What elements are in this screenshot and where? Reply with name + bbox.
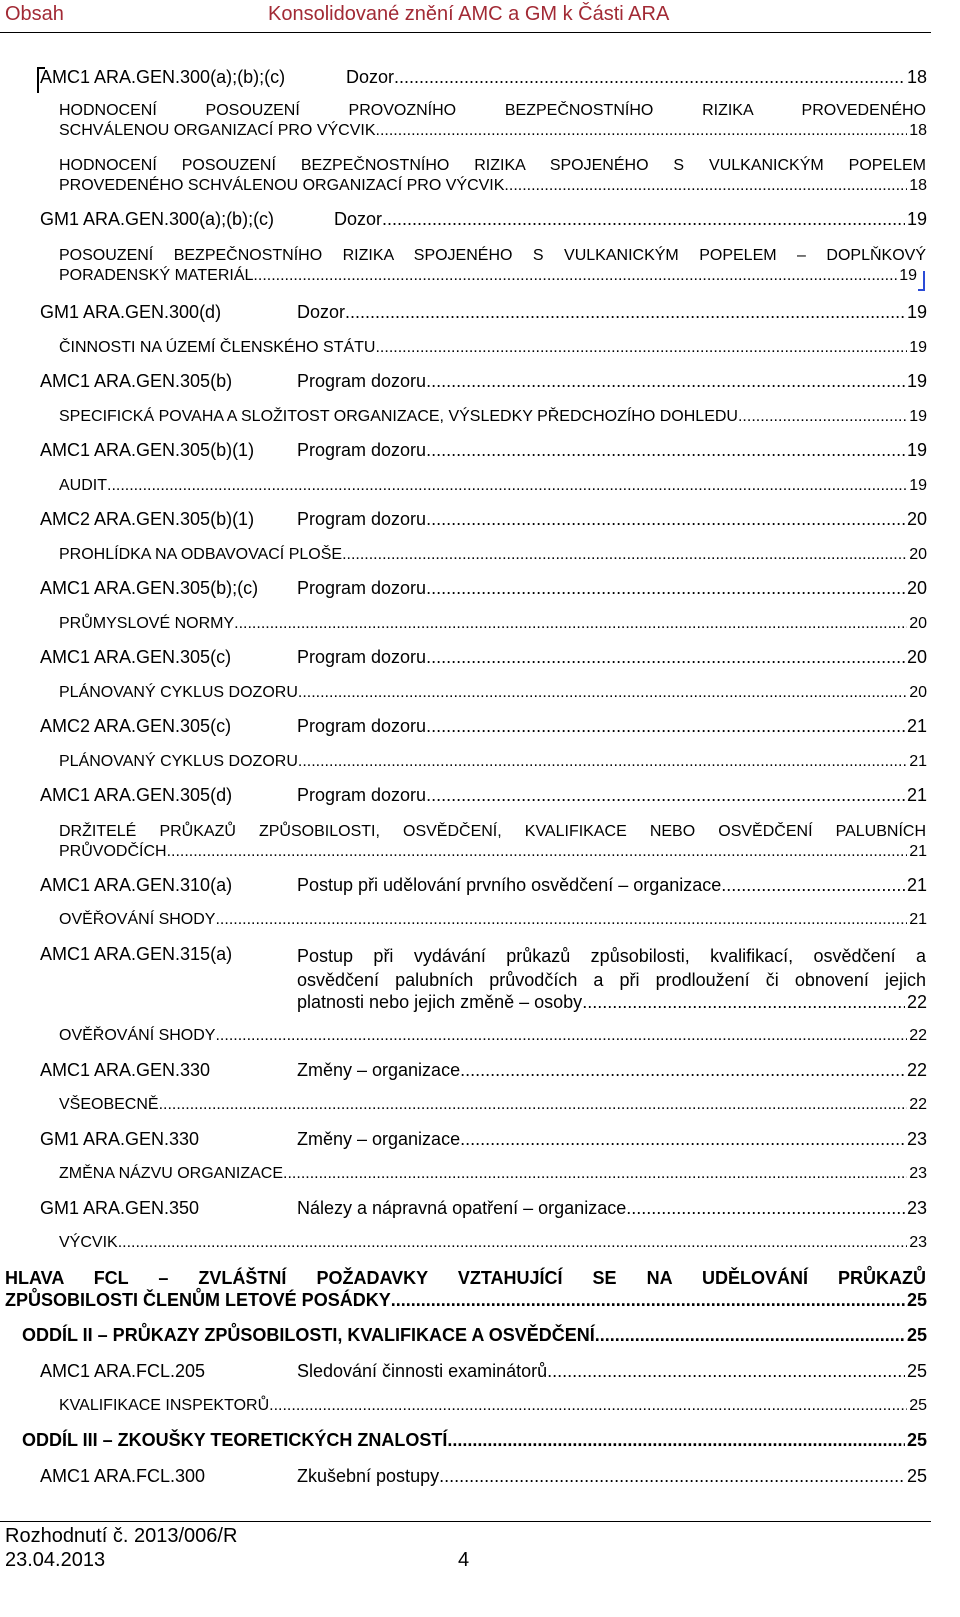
- toc-title: PROVEDENÉHO SCHVÁLENOU ORGANIZACÍ PRO VÝCVIK: [59, 177, 505, 194]
- toc-entry[interactable]: [59, 684, 927, 702]
- toc-leader: [426, 440, 905, 461]
- toc-title: Program dozoru: [297, 647, 427, 667]
- toc-entry[interactable]: [5, 1290, 927, 1311]
- toc-title: PLÁNOVANÝ CYKLUS DOZORU: [59, 753, 298, 770]
- toc-leader: [269, 1397, 907, 1415]
- toc-code: AMC1 ARA.GEN.305(b): [40, 371, 233, 391]
- toc-leader: [721, 875, 905, 896]
- toc-entry[interactable]: [40, 785, 927, 806]
- toc-leader: [504, 177, 907, 195]
- toc-page: 18: [909, 177, 927, 194]
- toc-title: Změny – organizace: [297, 1129, 461, 1149]
- toc-page: 19: [906, 209, 927, 229]
- toc-title: PROHLÍDKA NA ODBAVOVACÍ PLOŠE: [59, 546, 343, 563]
- toc-title: PRŮVODČÍCH: [59, 843, 167, 860]
- toc-entry-line1[interactable]: HODNOCENÍ POSOUZENÍ BEZPEČNOSTNÍHO RIZIKA SPOJENÉHO S VULKANICKÝM POPELEM: [59, 157, 926, 174]
- toc-code: AMC1 ARA.GEN.305(d): [40, 785, 233, 805]
- toc-entry[interactable]: [40, 647, 927, 668]
- footer-decision-number: Rozhodnutí č. 2013/006/R: [5, 1525, 238, 1547]
- toc-entry[interactable]: [59, 1397, 927, 1415]
- toc-title: ODDÍL III – ZKOUŠKY TEORETICKÝCH ZNALOSTÍ: [22, 1430, 448, 1450]
- toc-page: 25: [906, 1430, 927, 1450]
- toc-entry[interactable]: [40, 1361, 927, 1382]
- toc-leader: [447, 1430, 905, 1451]
- toc-page: 20: [906, 578, 927, 598]
- toc-entry[interactable]: [40, 1466, 927, 1487]
- toc-title: Program dozoru: [297, 509, 427, 529]
- toc-title: Dozor: [334, 209, 383, 229]
- toc-leader: [391, 1290, 905, 1311]
- toc-code: AMC1 ARA.GEN.310(a): [40, 875, 233, 895]
- toc-entry[interactable]: [59, 477, 927, 495]
- change-bracket-close: [918, 271, 925, 291]
- toc-entry[interactable]: [59, 615, 927, 633]
- toc-page: 23: [906, 1129, 927, 1149]
- toc-title: PLÁNOVANÝ CYKLUS DOZORU: [59, 684, 298, 701]
- toc-title: AUDIT: [59, 477, 107, 494]
- toc-leader: [426, 578, 905, 599]
- toc-leader: [234, 615, 907, 633]
- toc-title: OVĚŘOVÁNÍ SHODY: [59, 911, 216, 928]
- toc-title: Program dozoru: [297, 371, 427, 391]
- toc-title: ČINNOSTI NA ÚZEMÍ ČLENSKÉHO STÁTU: [59, 339, 376, 356]
- toc-title: SCHVÁLENOU ORGANIZACÍ PRO VÝCVIK: [59, 122, 376, 139]
- toc-entry[interactable]: [40, 716, 927, 737]
- toc-leader: [345, 302, 905, 323]
- toc-code: GM1 ARA.GEN.300(a);(b);(c): [40, 209, 275, 229]
- toc-title: Změny – organizace: [297, 1060, 461, 1080]
- toc-leader: [215, 1027, 907, 1045]
- toc-title: ZPŮSOBILOSTI ČLENŮM LETOVÉ POSÁDKY: [5, 1290, 391, 1310]
- toc-page: 22: [906, 992, 927, 1012]
- toc-leader: [342, 546, 907, 564]
- toc-page: 21: [906, 716, 927, 736]
- footer-page-number: 4: [458, 1549, 470, 1571]
- toc-page: 19: [906, 440, 927, 460]
- toc-leader: [426, 785, 905, 806]
- toc-code: AMC1 ARA.GEN.330: [40, 1060, 211, 1080]
- toc-entry[interactable]: [40, 67, 927, 88]
- toc-title: ODDÍL II – PRŮKAZY ZPŮSOBILOSTI, KVALIFIKACE A OSVĚDČENÍ: [22, 1325, 595, 1345]
- toc-page: 21: [909, 753, 927, 770]
- toc-title: Nálezy a nápravná opatření – organizace: [297, 1198, 627, 1218]
- toc-leader: [375, 339, 907, 357]
- toc-entry[interactable]: [59, 911, 927, 929]
- toc-title: Program dozoru: [297, 578, 427, 598]
- toc-title: Program dozoru: [297, 716, 427, 736]
- toc-code: GM1 ARA.GEN.300(d): [40, 302, 222, 322]
- toc-leader: [582, 992, 905, 1013]
- toc-code: AMC1 ARA.GEN.315(a): [40, 944, 233, 964]
- toc-code: AMC2 ARA.GEN.305(b)(1): [40, 509, 255, 529]
- toc-entry[interactable]: [40, 440, 927, 461]
- toc-entry[interactable]: [59, 1234, 927, 1252]
- toc-code: AMC2 ARA.GEN.305(c): [40, 716, 232, 736]
- toc-page: 20: [906, 647, 927, 667]
- toc-title-line2[interactable]: osvědčení palubních průvodčích a při prodloužení či obnovení jejich: [297, 970, 926, 990]
- toc-leader: [215, 911, 907, 929]
- toc-code: GM1 ARA.GEN.330: [40, 1129, 200, 1149]
- toc-page: 19: [909, 339, 927, 356]
- toc-page: 19: [906, 302, 927, 322]
- page-footer: [0, 1521, 931, 1571]
- toc-entry[interactable]: [59, 339, 927, 357]
- toc-page: 21: [906, 785, 927, 805]
- toc-code: AMC1 ARA.FCL.300: [40, 1466, 206, 1486]
- toc-title: SPECIFICKÁ POVAHA A SLOŽITOST ORGANIZACE, VÝSLEDKY PŘEDCHOZÍHO DOHLEDU: [59, 408, 738, 425]
- toc-title: KVALIFIKACE INSPEKTORŮ: [59, 1397, 270, 1414]
- toc-title: Dozor: [346, 67, 395, 87]
- toc-title: PORADENSKÝ MATERIÁL: [59, 267, 254, 284]
- toc-entry[interactable]: [59, 408, 927, 426]
- toc-entry[interactable]: [59, 753, 927, 771]
- toc-page: 20: [909, 684, 927, 701]
- toc-leader: [253, 267, 897, 285]
- toc-leader: [376, 122, 908, 140]
- toc-entry[interactable]: [59, 1165, 927, 1183]
- toc-entry[interactable]: [59, 267, 917, 285]
- toc-leader: [118, 1234, 908, 1252]
- page-header: [0, 0, 931, 33]
- toc-page: 19: [909, 408, 927, 425]
- toc-page: 20: [906, 509, 927, 529]
- toc-page: 22: [909, 1027, 927, 1044]
- toc-leader: [426, 716, 905, 737]
- toc-title: Program dozoru: [297, 440, 427, 460]
- toc-leader: [738, 408, 907, 426]
- toc-page: 25: [906, 1361, 927, 1381]
- toc-entry-line1[interactable]: HODNOCENÍ POSOUZENÍ PROVOZNÍHO BEZPEČNOSTNÍHO RIZIKA PROVEDENÉHO: [59, 102, 926, 119]
- toc-page: 20: [909, 615, 927, 632]
- toc-entry-line1[interactable]: DRŽITELÉ PRŮKAZŮ ZPŮSOBILOSTI, OSVĚDČENÍ, KVALIFIKACE NEBO OSVĚDČENÍ PALUBNÍCH: [59, 823, 926, 840]
- toc-entry[interactable]: [40, 578, 927, 599]
- toc-title: platnosti nebo jejich změně – osoby: [297, 992, 583, 1012]
- toc-code: GM1 ARA.GEN.350: [40, 1198, 200, 1218]
- toc-page: 23: [909, 1234, 927, 1251]
- toc-title: Zkušební postupy: [297, 1466, 440, 1486]
- toc-entry[interactable]: [297, 992, 927, 1013]
- toc-leader: [159, 1096, 908, 1114]
- toc-page: 19: [906, 371, 927, 391]
- toc-entry[interactable]: [40, 875, 927, 896]
- toc-title: Sledování činnosti examinátorů: [297, 1361, 548, 1381]
- toc-leader: [394, 67, 905, 88]
- toc-entry[interactable]: [40, 509, 927, 530]
- toc-entry[interactable]: [59, 843, 927, 861]
- toc-leader: [460, 1060, 905, 1081]
- toc-title: Postup při udělování prvního osvědčení – organizace: [297, 875, 722, 895]
- toc-title: Program dozoru: [297, 785, 427, 805]
- toc-code: AMC1 ARA.GEN.305(b);(c): [40, 578, 259, 598]
- toc-code: AMC1 ARA.GEN.305(c): [40, 647, 232, 667]
- toc-leader: [426, 647, 905, 668]
- toc-page: 25: [906, 1290, 927, 1310]
- toc-title: Dozor: [297, 302, 346, 322]
- toc-leader: [460, 1129, 905, 1150]
- toc-entry[interactable]: [59, 122, 927, 140]
- toc-page: 18: [909, 122, 927, 139]
- toc-page: 22: [909, 1096, 927, 1113]
- toc-title-line1[interactable]: Postup při vydávání průkazů způsobilosti, kvalifikací, osvědčení a: [297, 946, 926, 966]
- toc-leader: [426, 509, 905, 530]
- toc-leader: [167, 843, 908, 861]
- toc-entry[interactable]: [22, 1430, 927, 1451]
- toc-leader: [382, 209, 905, 230]
- toc-entry[interactable]: [40, 1060, 927, 1081]
- toc-page: 22: [906, 1060, 927, 1080]
- toc-page: 18: [906, 67, 927, 87]
- toc-code: AMC1 ARA.GEN.305(b)(1): [40, 440, 255, 460]
- header-document-title: Konsolidované znění AMC a GM k Části ARA: [268, 3, 670, 25]
- header-section-label: Obsah: [5, 3, 64, 25]
- toc-entry[interactable]: [22, 1325, 927, 1346]
- toc-title: VŠEOBECNĚ: [59, 1096, 159, 1113]
- toc-leader: [626, 1198, 905, 1219]
- toc-entry[interactable]: [40, 1129, 927, 1150]
- toc-entry[interactable]: [40, 302, 927, 323]
- toc-leader: [283, 1165, 907, 1183]
- toc-page: 19: [899, 267, 917, 284]
- toc-page: 21: [909, 911, 927, 928]
- toc-title: PRŮMYSLOVÉ NORMY: [59, 615, 235, 632]
- toc-entry-line1[interactable]: HLAVA FCL – ZVLÁŠTNÍ POŽADAVKY VZTAHUJÍCÍ SE NA UDĚLOVÁNÍ PRŮKAZŮ: [5, 1268, 926, 1288]
- toc-leader: [595, 1325, 905, 1346]
- footer-date: 23.04.2013: [5, 1549, 106, 1571]
- toc-entry-line1[interactable]: POSOUZENÍ BEZPEČNOSTNÍHO RIZIKA SPOJENÉHO S VULKANICKÝM POPELEM – DOPLŇKOVÝ: [59, 247, 926, 264]
- toc-page: 25: [906, 1325, 927, 1345]
- toc-entry[interactable]: [59, 177, 927, 195]
- toc-entry[interactable]: [59, 1027, 927, 1045]
- toc-page: 20: [909, 546, 927, 563]
- toc-leader: [439, 1466, 905, 1487]
- toc-entry-code[interactable]: [40, 944, 297, 965]
- toc-page: 19: [909, 477, 927, 494]
- toc-page: 23: [906, 1198, 927, 1218]
- toc-page: 21: [909, 843, 927, 860]
- toc-leader: [547, 1361, 905, 1382]
- toc-page: 25: [909, 1397, 927, 1414]
- toc-entry[interactable]: [40, 209, 927, 230]
- toc-code: AMC1 ARA.FCL.205: [40, 1361, 206, 1381]
- toc-entry[interactable]: [40, 371, 927, 392]
- toc-leader: [298, 684, 907, 702]
- toc-code: AMC1 ARA.GEN.300(a);(b);(c): [40, 67, 286, 87]
- toc-title: VÝCVIK: [59, 1234, 118, 1251]
- toc-page: 23: [909, 1165, 927, 1182]
- toc-page: 25: [906, 1466, 927, 1486]
- toc-leader: [107, 477, 907, 495]
- toc-leader: [298, 753, 907, 771]
- toc-page: 21: [906, 875, 927, 895]
- toc-leader: [426, 371, 905, 392]
- toc-entry[interactable]: [59, 1096, 927, 1114]
- toc-title: ZMĚNA NÁZVU ORGANIZACE: [59, 1165, 284, 1182]
- toc-entry[interactable]: [40, 1198, 927, 1219]
- toc-title: OVĚŘOVÁNÍ SHODY: [59, 1027, 216, 1044]
- toc-entry[interactable]: [59, 546, 927, 564]
